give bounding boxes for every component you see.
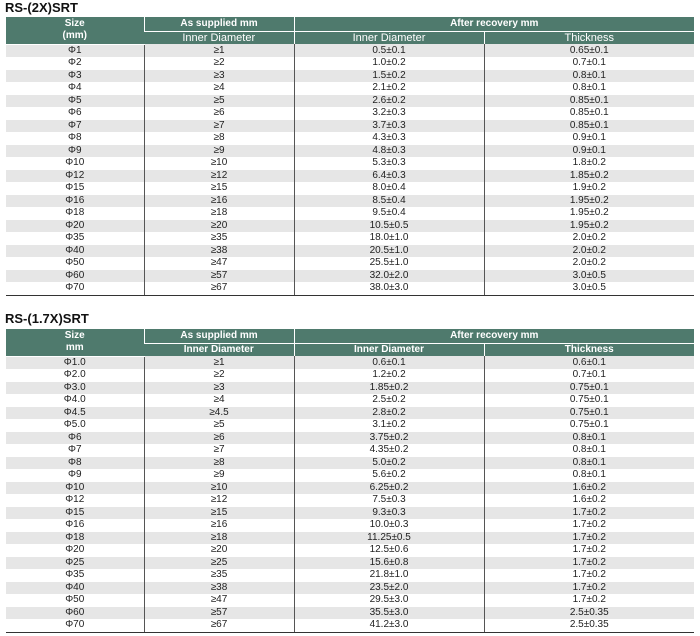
thickness-cell: 1.7±0.2 — [484, 594, 694, 607]
thickness-cell: 0.8±0.1 — [484, 82, 694, 95]
thickness-cell: 0.8±0.1 — [484, 457, 694, 470]
recovery-inner-diameter-cell: 10.0±0.3 — [294, 519, 484, 532]
thickness-cell: 2.0±0.2 — [484, 257, 694, 270]
size-cell: Φ4 — [6, 82, 144, 95]
supplied-inner-diameter-cell: ≥6 — [144, 107, 294, 120]
size-cell: Φ3.0 — [6, 382, 144, 395]
size-cell: Φ6 — [6, 107, 144, 120]
supplied-inner-diameter-cell: ≥4.5 — [144, 407, 294, 420]
supplied-inner-diameter-cell: ≥3 — [144, 382, 294, 395]
supplied-inner-diameter-cell: ≥47 — [144, 257, 294, 270]
supplied-inner-diameter-cell: ≥35 — [144, 569, 294, 582]
size-cell: Φ35 — [6, 569, 144, 582]
supplied-inner-diameter-cell: ≥8 — [144, 457, 294, 470]
size-cell: Φ18 — [6, 532, 144, 545]
table-row — [6, 207, 694, 220]
thickness-cell: 1.7±0.2 — [484, 507, 694, 520]
table-row — [6, 57, 694, 70]
recovery-inner-diameter-cell: 3.2±0.3 — [294, 107, 484, 120]
recovery-inner-diameter-header: Inner Diameter — [294, 343, 484, 356]
supplied-inner-diameter-cell: ≥9 — [144, 469, 294, 482]
recovery-inner-diameter-cell: 15.6±0.8 — [294, 557, 484, 570]
recovery-inner-diameter-cell: 11.25±0.5 — [294, 532, 484, 545]
size-cell: Φ70 — [6, 282, 144, 295]
thickness-cell: 0.9±0.1 — [484, 132, 694, 145]
supplied-inner-diameter-cell: ≥12 — [144, 494, 294, 507]
table2-title: RS-(1.7X)SRT — [5, 311, 89, 326]
recovery-inner-diameter-cell: 4.35±0.2 — [294, 444, 484, 457]
supplied-inner-diameter-cell: ≥16 — [144, 195, 294, 208]
thickness-cell: 0.6±0.1 — [484, 356, 694, 369]
size-cell: Φ15 — [6, 507, 144, 520]
table-row — [6, 582, 694, 595]
table-row — [6, 232, 694, 245]
thickness-cell: 1.85±0.2 — [484, 170, 694, 183]
table-row — [6, 407, 694, 420]
size-cell: Φ7 — [6, 120, 144, 133]
size-cell: Φ16 — [6, 519, 144, 532]
size-cell: Φ60 — [6, 607, 144, 620]
supplied-inner-diameter-cell: ≥12 — [144, 170, 294, 183]
size-cell: Φ1.0 — [6, 356, 144, 369]
recovery-inner-diameter-cell: 29.5±3.0 — [294, 594, 484, 607]
size-label: Size — [64, 330, 85, 342]
as-supplied-header: As supplied mm — [144, 17, 294, 31]
table-row — [6, 195, 694, 208]
size-cell: Φ25 — [6, 557, 144, 570]
thickness-cell: 0.8±0.1 — [484, 432, 694, 445]
recovery-inner-diameter-cell: 1.2±0.2 — [294, 369, 484, 382]
supplied-inner-diameter-cell: ≥4 — [144, 82, 294, 95]
recovery-inner-diameter-cell: 3.75±0.2 — [294, 432, 484, 445]
size-cell: Φ8 — [6, 132, 144, 145]
thickness-cell: 1.7±0.2 — [484, 582, 694, 595]
size-cell: Φ40 — [6, 582, 144, 595]
thickness-cell: 1.9±0.2 — [484, 182, 694, 195]
size-cell: Φ12 — [6, 494, 144, 507]
table2-body — [6, 356, 694, 632]
size-cell: Φ20 — [6, 220, 144, 233]
supplied-inner-diameter-cell: ≥6 — [144, 432, 294, 445]
size-unit-label: (mm) — [62, 30, 87, 42]
recovery-inner-diameter-cell: 6.4±0.3 — [294, 170, 484, 183]
table-row — [6, 557, 694, 570]
thickness-cell: 0.75±0.1 — [484, 419, 694, 432]
supplied-inner-diameter-cell: ≥16 — [144, 519, 294, 532]
recovery-inner-diameter-cell: 1.0±0.2 — [294, 57, 484, 70]
supplied-inner-diameter-cell: ≥15 — [144, 507, 294, 520]
table-row — [6, 457, 694, 470]
supplied-inner-diameter-cell: ≥18 — [144, 532, 294, 545]
size-label: Size — [64, 18, 85, 30]
table-row — [6, 132, 694, 145]
size-cell: Φ9 — [6, 145, 144, 158]
supplied-inner-diameter-cell: ≥1 — [144, 356, 294, 369]
size-header — [6, 17, 144, 44]
thickness-cell: 0.85±0.1 — [484, 107, 694, 120]
supplied-inner-diameter-cell: ≥57 — [144, 607, 294, 620]
table-row — [6, 356, 694, 369]
supplied-inner-diameter-cell: ≥4 — [144, 394, 294, 407]
table-row — [6, 157, 694, 170]
supplied-inner-diameter-cell: ≥25 — [144, 557, 294, 570]
size-cell: Φ7 — [6, 444, 144, 457]
recovery-inner-diameter-cell: 8.5±0.4 — [294, 195, 484, 208]
table-row — [6, 170, 694, 183]
thickness-cell: 1.95±0.2 — [484, 220, 694, 233]
table-row — [6, 120, 694, 133]
thickness-cell: 1.7±0.2 — [484, 544, 694, 557]
recovery-inner-diameter-cell: 2.6±0.2 — [294, 95, 484, 108]
supplied-inner-diameter-cell: ≥5 — [144, 95, 294, 108]
thickness-cell: 2.0±0.2 — [484, 245, 694, 258]
thickness-cell: 0.7±0.1 — [484, 369, 694, 382]
supplied-inner-diameter-cell: ≥20 — [144, 544, 294, 557]
recovery-inner-diameter-cell: 10.5±0.5 — [294, 220, 484, 233]
thickness-cell: 0.75±0.1 — [484, 407, 694, 420]
recovery-inner-diameter-cell: 1.85±0.2 — [294, 382, 484, 395]
supplied-inner-diameter-cell: ≥67 — [144, 282, 294, 295]
recovery-inner-diameter-cell: 0.6±0.1 — [294, 356, 484, 369]
recovery-inner-diameter-cell: 23.5±2.0 — [294, 582, 484, 595]
recovery-inner-diameter-cell: 2.8±0.2 — [294, 407, 484, 420]
supplied-inner-diameter-cell: ≥3 — [144, 70, 294, 83]
thickness-cell: 0.8±0.1 — [484, 70, 694, 83]
table-row — [6, 107, 694, 120]
size-cell: Φ50 — [6, 594, 144, 607]
table-row — [6, 594, 694, 607]
recovery-inner-diameter-cell: 9.3±0.3 — [294, 507, 484, 520]
recovery-inner-diameter-cell: 8.0±0.4 — [294, 182, 484, 195]
size-cell: Φ18 — [6, 207, 144, 220]
thickness-cell: 3.0±0.5 — [484, 282, 694, 295]
supplied-inner-diameter-cell: ≥7 — [144, 120, 294, 133]
recovery-inner-diameter-cell: 2.1±0.2 — [294, 82, 484, 95]
table1-title: RS-(2X)SRT — [5, 0, 78, 15]
supplied-inner-diameter-cell: ≥38 — [144, 582, 294, 595]
table-row — [6, 70, 694, 83]
table-row — [6, 532, 694, 545]
size-cell: Φ10 — [6, 157, 144, 170]
size-cell: Φ1 — [6, 44, 144, 57]
thickness-cell: 1.8±0.2 — [484, 157, 694, 170]
supplied-inner-diameter-cell: ≥8 — [144, 132, 294, 145]
recovery-inner-diameter-cell: 18.0±1.0 — [294, 232, 484, 245]
size-cell: Φ4.5 — [6, 407, 144, 420]
supplied-inner-diameter-header: Inner Diameter — [144, 31, 294, 44]
recovery-inner-diameter-cell: 6.25±0.2 — [294, 482, 484, 495]
recovery-inner-diameter-cell: 4.8±0.3 — [294, 145, 484, 158]
supplied-inner-diameter-cell: ≥38 — [144, 245, 294, 258]
thickness-cell: 1.7±0.2 — [484, 532, 694, 545]
thickness-cell: 1.7±0.2 — [484, 519, 694, 532]
thickness-cell: 0.75±0.1 — [484, 382, 694, 395]
recovery-inner-diameter-header: Inner Diameter — [294, 31, 484, 44]
thickness-header: Thickness — [484, 343, 694, 356]
supplied-inner-diameter-cell: ≥47 — [144, 594, 294, 607]
table-row — [6, 270, 694, 283]
table-row — [6, 44, 694, 57]
recovery-inner-diameter-cell: 3.7±0.3 — [294, 120, 484, 133]
table-row — [6, 494, 694, 507]
thickness-cell: 2.5±0.35 — [484, 607, 694, 620]
size-cell: Φ5 — [6, 95, 144, 108]
size-cell: Φ40 — [6, 245, 144, 258]
thickness-cell: 0.8±0.1 — [484, 469, 694, 482]
size-cell: Φ2.0 — [6, 369, 144, 382]
table-row — [6, 282, 694, 295]
size-cell: Φ50 — [6, 257, 144, 270]
size-cell: Φ16 — [6, 195, 144, 208]
recovery-inner-diameter-cell: 21.8±1.0 — [294, 569, 484, 582]
thickness-cell: 1.95±0.2 — [484, 195, 694, 208]
table-row — [6, 519, 694, 532]
supplied-inner-diameter-cell: ≥10 — [144, 157, 294, 170]
size-cell: Φ10 — [6, 482, 144, 495]
recovery-inner-diameter-cell: 3.1±0.2 — [294, 419, 484, 432]
recovery-inner-diameter-cell: 25.5±1.0 — [294, 257, 484, 270]
recovery-inner-diameter-cell: 7.5±0.3 — [294, 494, 484, 507]
table-row — [6, 394, 694, 407]
supplied-inner-diameter-cell: ≥9 — [144, 145, 294, 158]
size-cell: Φ2 — [6, 57, 144, 70]
as-supplied-header: As supplied mm — [144, 329, 294, 343]
size-cell: Φ12 — [6, 170, 144, 183]
size-cell: Φ70 — [6, 619, 144, 632]
table-row — [6, 619, 694, 632]
size-unit-label: mm — [65, 342, 84, 354]
table-row — [6, 257, 694, 270]
supplied-inner-diameter-cell: ≥5 — [144, 419, 294, 432]
size-cell: Φ9 — [6, 469, 144, 482]
size-cell: Φ20 — [6, 544, 144, 557]
thickness-cell: 2.5±0.35 — [484, 619, 694, 632]
table-row — [6, 482, 694, 495]
table-row — [6, 507, 694, 520]
thickness-cell: 1.95±0.2 — [484, 207, 694, 220]
supplied-inner-diameter-cell: ≥18 — [144, 207, 294, 220]
after-recovery-header: After recovery mm — [294, 17, 694, 31]
thickness-cell: 2.0±0.2 — [484, 232, 694, 245]
after-recovery-header: After recovery mm — [294, 329, 694, 343]
size-cell: Φ15 — [6, 182, 144, 195]
recovery-inner-diameter-cell: 5.6±0.2 — [294, 469, 484, 482]
thickness-cell: 0.9±0.1 — [484, 145, 694, 158]
recovery-inner-diameter-cell: 2.5±0.2 — [294, 394, 484, 407]
table-row — [6, 432, 694, 445]
thickness-cell: 0.7±0.1 — [484, 57, 694, 70]
table-row — [6, 569, 694, 582]
recovery-inner-diameter-cell: 0.5±0.1 — [294, 44, 484, 57]
supplied-inner-diameter-cell: ≥1 — [144, 44, 294, 57]
recovery-inner-diameter-cell: 41.2±3.0 — [294, 619, 484, 632]
size-cell: Φ35 — [6, 232, 144, 245]
recovery-inner-diameter-cell: 1.5±0.2 — [294, 70, 484, 83]
supplied-inner-diameter-cell: ≥10 — [144, 482, 294, 495]
recovery-inner-diameter-cell: 4.3±0.3 — [294, 132, 484, 145]
supplied-inner-diameter-cell: ≥2 — [144, 57, 294, 70]
size-cell: Φ60 — [6, 270, 144, 283]
recovery-inner-diameter-cell: 5.0±0.2 — [294, 457, 484, 470]
table-row — [6, 369, 694, 382]
table-row — [6, 95, 694, 108]
supplied-inner-diameter-cell: ≥15 — [144, 182, 294, 195]
supplied-inner-diameter-cell: ≥7 — [144, 444, 294, 457]
size-header — [6, 329, 144, 356]
table-row — [6, 245, 694, 258]
table-row — [6, 82, 694, 95]
thickness-cell: 0.85±0.1 — [484, 120, 694, 133]
size-cell: Φ6 — [6, 432, 144, 445]
supplied-inner-diameter-cell: ≥2 — [144, 369, 294, 382]
supplied-inner-diameter-cell: ≥57 — [144, 270, 294, 283]
thickness-cell: 3.0±0.5 — [484, 270, 694, 283]
size-cell: Φ5.0 — [6, 419, 144, 432]
supplied-inner-diameter-cell: ≥67 — [144, 619, 294, 632]
thickness-cell: 1.6±0.2 — [484, 494, 694, 507]
supplied-inner-diameter-header: Inner Diameter — [144, 343, 294, 356]
supplied-inner-diameter-cell: ≥20 — [144, 220, 294, 233]
recovery-inner-diameter-cell: 20.5±1.0 — [294, 245, 484, 258]
table-row — [6, 544, 694, 557]
thickness-cell: 1.7±0.2 — [484, 557, 694, 570]
table2 — [6, 329, 694, 633]
recovery-inner-diameter-cell: 32.0±2.0 — [294, 270, 484, 283]
thickness-cell: 0.85±0.1 — [484, 95, 694, 108]
table-row — [6, 444, 694, 457]
table-row — [6, 419, 694, 432]
table-row — [6, 182, 694, 195]
thickness-cell: 0.8±0.1 — [484, 444, 694, 457]
thickness-header: Thickness — [484, 31, 694, 44]
table-row — [6, 607, 694, 620]
size-cell: Φ4.0 — [6, 394, 144, 407]
table1 — [6, 17, 694, 296]
recovery-inner-diameter-cell: 9.5±0.4 — [294, 207, 484, 220]
thickness-cell: 1.7±0.2 — [484, 569, 694, 582]
recovery-inner-diameter-cell: 38.0±3.0 — [294, 282, 484, 295]
thickness-cell: 1.6±0.2 — [484, 482, 694, 495]
thickness-cell: 0.65±0.1 — [484, 44, 694, 57]
thickness-cell: 0.75±0.1 — [484, 394, 694, 407]
size-cell: Φ8 — [6, 457, 144, 470]
table-row — [6, 382, 694, 395]
recovery-inner-diameter-cell: 12.5±0.6 — [294, 544, 484, 557]
recovery-inner-diameter-cell: 5.3±0.3 — [294, 157, 484, 170]
recovery-inner-diameter-cell: 35.5±3.0 — [294, 607, 484, 620]
supplied-inner-diameter-cell: ≥35 — [144, 232, 294, 245]
table-row — [6, 145, 694, 158]
table-row — [6, 220, 694, 233]
table1-body — [6, 44, 694, 295]
table-row — [6, 469, 694, 482]
size-cell: Φ3 — [6, 70, 144, 83]
